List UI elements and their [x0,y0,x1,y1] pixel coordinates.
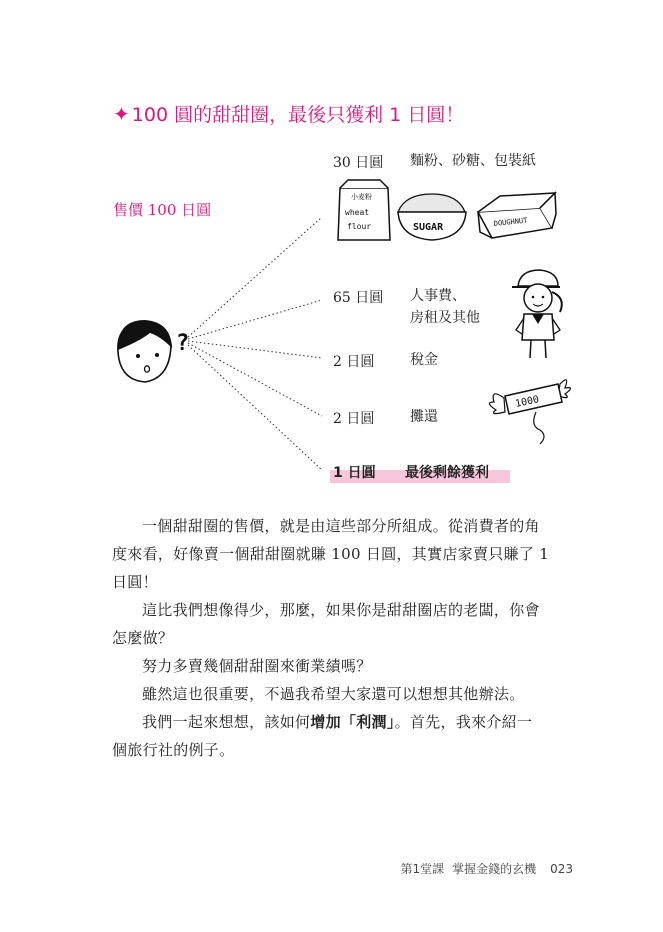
section-heading-text: 100 圓的甜甜圈，最後只獲利 1 日圓！ [131,104,465,126]
thinking-face-icon [118,320,189,382]
text-line: 個旅行社的例子。 [112,741,235,759]
text-line: 這比我們想像得少，那麼，如果你是甜甜圈店的老闆，你會 [142,601,540,619]
text-span: 我們一起來想想，該如何 [142,713,311,731]
footer-title: 掌握金錢的玄機 [452,862,537,876]
breakdown-desc: 稅金 [410,352,438,368]
text-line: 怎麼做？ [112,629,174,647]
breakdown-desc-line2: 房租及其他 [410,310,480,326]
flour-bag-word1: wheat [345,208,370,217]
text-line: 一個甜甜圈的售價，就是由這些部分所組成。從消費者的角 [142,517,540,535]
page-number: 023 [550,862,573,876]
breakdown-amount: 30 日圓 [333,155,384,171]
text-line: 雖然這也很重要，不過我希望大家還可以想想其他辦法。 [142,685,525,703]
flour-bag-top-label: 小麦粉 [351,193,372,201]
connector-line [188,341,322,358]
flying-money-icon [489,380,570,444]
page-footer [400,860,573,877]
text-line: 度來看，好像賣一個甜甜圈就賺 100 日圓，其實店家賣只賺了 1 [112,545,550,563]
paragraph-2 [112,596,582,652]
dotted-connector-lines [188,217,322,470]
doughnut-box-icon [478,193,556,238]
sugar-label: SUGAR [413,222,444,233]
doughnut-box-label: DOUGHNUT [493,216,528,228]
paragraph-4 [112,680,582,708]
question-mark: ? [176,331,190,356]
price-label: 售價 100 日圓 [113,201,212,219]
sugar-bowl-icon [398,194,466,240]
connector-line [188,343,322,416]
breakdown-desc: 麵粉、砂糖、包裝紙 [410,153,536,169]
text-span: 。首先，我來介紹一 [394,713,533,731]
star-icon: ✦ [113,102,130,126]
text-line [112,708,582,736]
paragraph-1 [112,512,582,596]
connector-line [188,217,322,337]
shop-staff-icon [512,270,562,358]
breakdown-desc: 攤還 [410,409,438,425]
paragraph-5 [112,708,582,764]
emphasis-profit: 增加「利潤」 [310,713,395,731]
breakdown-amount: 2 日圓 [333,411,375,427]
paragraph-3 [112,652,582,680]
text-line: 日圓！ [112,573,158,591]
connector-line [188,300,322,339]
footer-lesson: 第1堂課 [400,862,445,876]
text-line: 努力多賣幾個甜甜圈來衝業績嗎？ [142,657,372,675]
flour-bag-icon [338,180,390,240]
breakdown-desc-line1: 人事費、 [410,288,466,304]
breakdown-amount: 2 日圓 [333,354,375,370]
flour-bag-word2: flour [347,222,372,231]
profit-amount: 1 日圓 [333,465,376,481]
breakdown-amount: 65 日圓 [333,290,384,306]
connector-line [188,345,322,470]
banknote-label: 1000 [514,394,541,410]
profit-desc: 最後剩餘獲利 [405,465,489,481]
